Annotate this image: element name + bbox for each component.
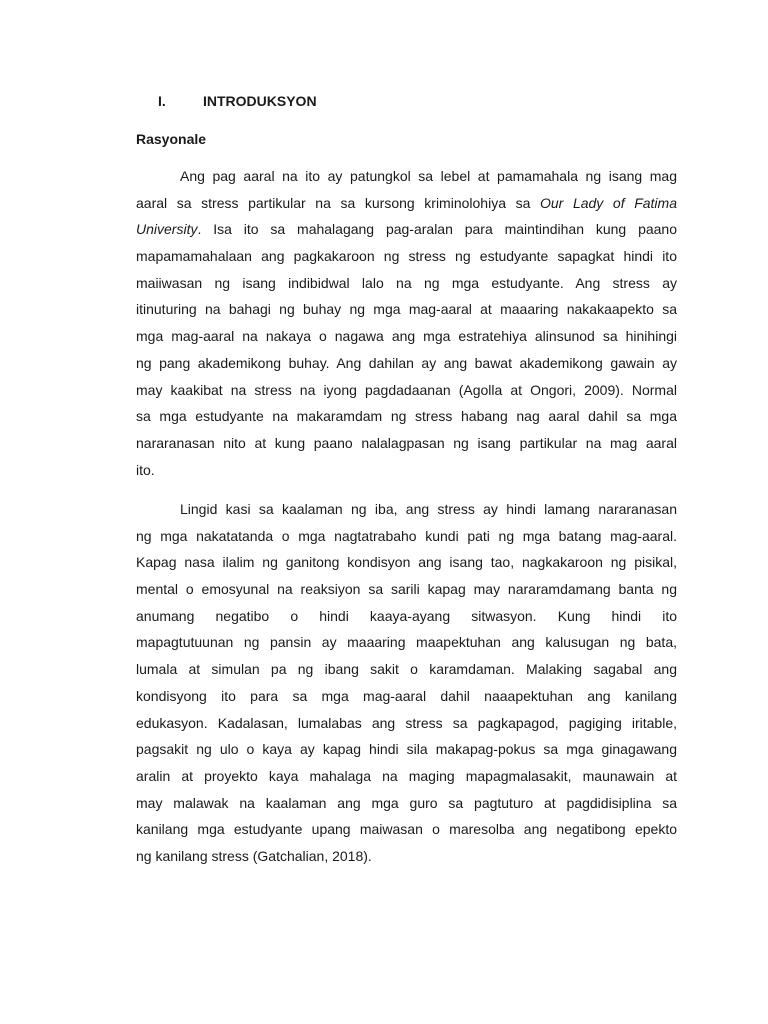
paragraph-line: University. Isa ito sa mahalagang pag-aralan para maintindihan kung paano [136, 221, 677, 238]
paragraph-line: may kaakibat na stress na iyong pagdadaanan (Agolla at Ongori, 2009). Normal [136, 381, 677, 398]
subheading-rasyonale: Rasyonale [136, 131, 207, 147]
section-number: I. [158, 93, 166, 109]
paragraph-line: ng mga nakatatanda o mga nagtatrabaho kundi pati ng mga batang mag-aaral. [136, 527, 677, 544]
paragraph-line: mapamamahalaan ang pagkakaroon ng stress ng estudyante sapagkat hindi ito [136, 248, 677, 265]
paragraph-line: Lingid kasi sa kaalaman ng iba, ang stress ay hindi lamang nararanasan [180, 501, 677, 517]
paragraph-line: mapagtutuunan ng pansin ay maaaring maapektuhan ang kalusugan ng bata, [136, 634, 677, 651]
paragraph-line: lumala at simulan pa ng ibang sakit o karamdaman. Malaking sagabal ang [136, 661, 677, 678]
section-heading [158, 93, 317, 109]
paragraph-line: anumang negatibo o hindi kaaya-ayang sitwasyon. Kung hindi ito [136, 607, 677, 624]
paragraph-line: maiiwasan ng isang indibidwal lalo na ng mga estudyante. Ang stress ay [136, 274, 677, 291]
paragraph-line: mga mag-aaral na nakaya o nagawa ang mga estratehiya alinsunod sa hinihingi [136, 328, 677, 345]
paragraph-line: pagsakit ng ulo o kaya ay kapag hindi sila makapag-pokus sa mga ginagawang [136, 741, 677, 758]
paragraph-line: aralin at proyekto kaya mahalaga na maging mapagmalasakit, maunawain at [136, 767, 677, 784]
university-name-italic: Our Lady of Fatima [540, 194, 677, 211]
paragraph-line: edukasyon. Kadalasan, lumalabas ang stress sa pagkapagod, pagiging iritable, [136, 714, 677, 731]
paragraph-line: Kapag nasa ilalim ng ganitong kondisyon ang isang tao, nagkakaroon ng pisikal, [136, 554, 677, 571]
paragraph-line: mental o emosyunal na reaksiyon sa sarili kapag may nararamdamang banta ng [136, 581, 677, 598]
paragraph-line: sa mga estudyante na makaramdam ng stress habang nag aaral dahil sa mga [136, 408, 677, 425]
section-title: INTRODUKSYON [203, 93, 317, 109]
paragraph-line: kondisyong ito para sa mga mag-aaral dahil naaapektuhan ang kanilang [136, 687, 677, 704]
paragraph-line: Ang pag aaral na ito ay patungkol sa lebel at pamamahala ng isang mag [180, 168, 677, 184]
paragraph-line: ng pang akademikong buhay. Ang dahilan ay ang bawat akademikong gawain ay [136, 354, 677, 371]
university-name-italic-cont: University [136, 221, 198, 238]
paragraph-line: ng kanilang stress (Gatchalian, 2018). [136, 847, 372, 864]
paragraph-line: aaral sa stress partikular na sa kursong kriminolohiya sa Our Lady of Fatima [136, 194, 677, 211]
paragraph-1 [136, 163, 677, 483]
paragraph-line: itinuturing na bahagi ng buhay ng mga mag-aaral at maaaring nakakaapekto sa [136, 301, 677, 318]
paragraph-line: ito. [136, 461, 155, 478]
paragraph-line: nararanasan nito at kung paano nalalagpasan ng isang partikular na mag aaral [136, 434, 677, 451]
paragraph-line: may malawak na kaalaman ang mga guro sa pagtuturo at pagdidisiplina sa [136, 794, 677, 811]
paragraph-2 [136, 496, 677, 870]
paragraph-line: kanilang mga estudyante upang maiwasan o maresolba ang negatibong epekto [136, 821, 677, 838]
